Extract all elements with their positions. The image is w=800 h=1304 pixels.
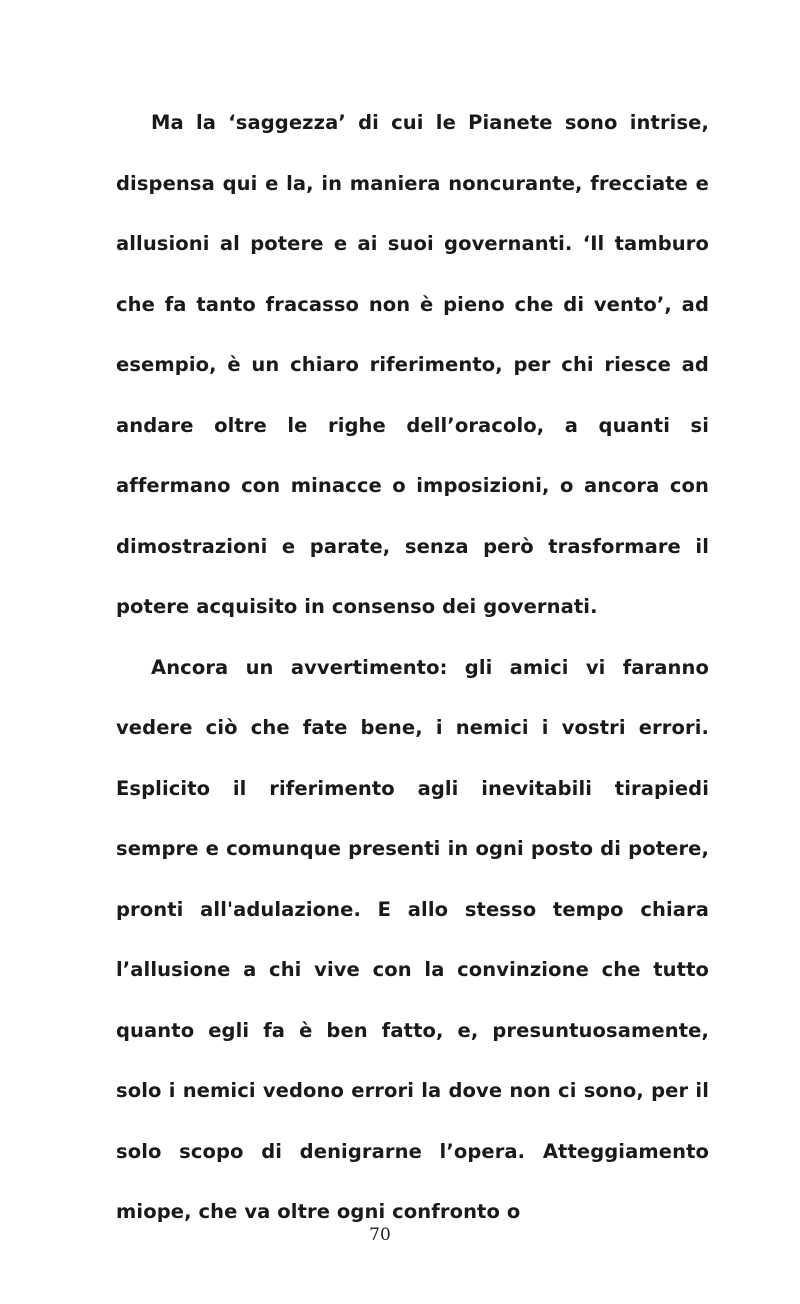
paragraph-1: Ma la ‘saggezza’ di cui le Pianete sono intrise, dispensa qui e la, in maniera noncurante, frecciate e allusioni al potere e ai suoi governanti. ‘Il tamburo che fa tanto fracasso non è pieno che di vento’, ad esempio, è un chiaro riferimento, per chi riesce ad andare oltre le righe dell’oracolo, a quanti si affermano con minacce o imposizioni, o ancora con dimostrazioni e parate, senza però trasformare il potere acquisito in consenso dei governati. <box>116 111 709 618</box>
paragraph-2: Ancora un avvertimento: gli amici vi faranno vedere ciò che fate bene, i nemici i vostri errori. Esplicito il riferimento agli inevitabili tirapiedi sempre e comunque presenti in ogni posto di potere, pronti all'adulazione. E allo stesso tempo chiara l’allusione a chi vive con la convinzione che tutto quanto egli fa è ben fatto, e, presuntuosamente, solo i nemici vedono errori la dove non ci sono, per il solo scopo di denigrarne l’opera. Atteggiamento miope, che va oltre ogni confronto o <box>116 655 709 1223</box>
page-number: 70 <box>369 1225 391 1245</box>
body-text <box>116 93 709 1243</box>
